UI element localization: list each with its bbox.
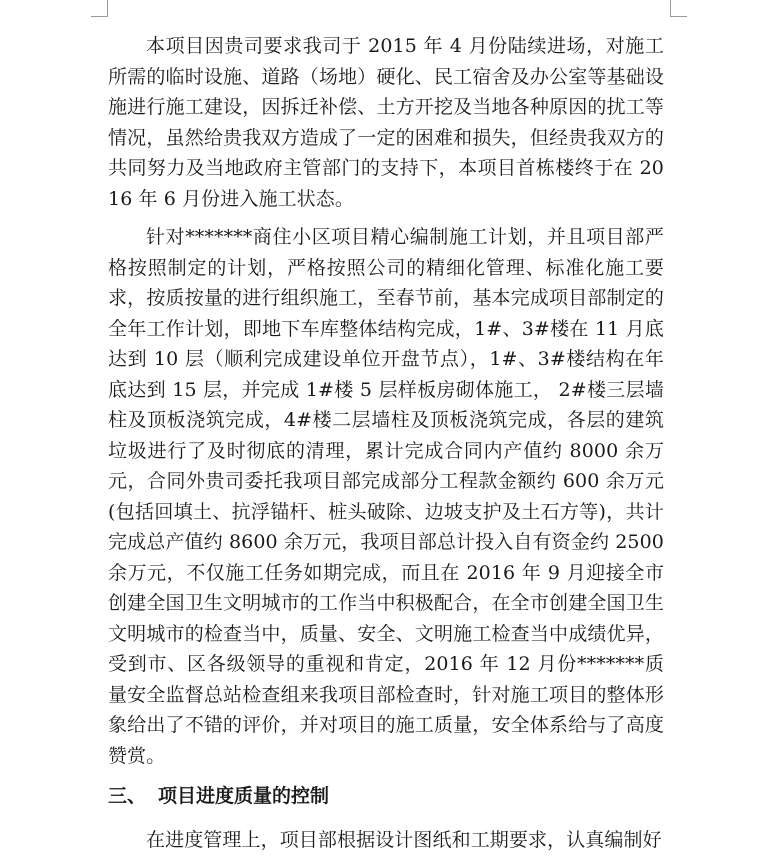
paragraph-site-entry: 本项目因贵司要求我司于 2015 年 4 月份陆续进场，对施工所需的临时设施、道路（场地）硬化、民工宿舍及办公室等基础设施进行施工建设，因拆迁补偿、土方开挖及当地各种原因的扰工等情况，虽然给贵我双方造成了一定的困难和损失，但经贵我双方的共同努力及当地政府主管部门的支持下，本项目首栋楼终于在 2016 年 6 月份进入施工状态。 xyxy=(108,35,664,210)
page-corner-mark-right xyxy=(670,0,687,17)
section-heading-number: 三、 xyxy=(108,785,147,807)
paragraph-construction-progress: 针对*******商住小区项目精心编制施工计划，并且项目部严格按照制定的计划，严格按照公司的精细化管理、标准化施工要求，按质按量的进行组织施工，至春节前，基本完成项目部制定的全年工作计划，即地下车库整体结构完成，1#、3#楼在 11 月底达到 10 层（顺利完成建设单位开盘节点），1#、3#楼结构在年底达到 15 层，并完成 1#楼 5 层样板房砌体施工， 2#楼三层墙柱及顶板浇筑完成，4#楼二层墙柱及顶板浇筑完成，各层的建筑垃圾进行了及时彻底的清理，累计完成合同内产值约 8000 余万元，合同外贵司委托我项目部完成部分工程款金额约 600 余万元(包括回填土、抗浮锚杆、桩头破除、边坡支护及土石方等)，共计完成总产值约 8600 余万元，我项目部总计投入自有资金约 2500 余万元，不仅施工任务如期完成，而且在 2016 年 9 月迎接全市创建全国卫生文明城市的工作当中积极配合，在全市创建全国卫生文明城市的检查当中，质量、安全、文明施工检查当中成绩优异，受到市、区各级领导的重视和肯定，2016 年 12 月份*******质量安全监督总站检查组来我项目部检查时，针对施工项目的整体形象给出了不错的评价，并对项目的施工质量，安全体系给与了高度赞赏。 xyxy=(108,226,664,767)
section-heading xyxy=(108,781,664,811)
section-heading-title: 项目进度质量的控制 xyxy=(158,785,330,807)
page-corner-mark-left xyxy=(91,0,108,17)
document-body xyxy=(108,31,664,856)
paragraph-schedule-management: 在进度管理上，项目部根据设计图纸和工期要求，认真编制好 xyxy=(146,829,662,851)
